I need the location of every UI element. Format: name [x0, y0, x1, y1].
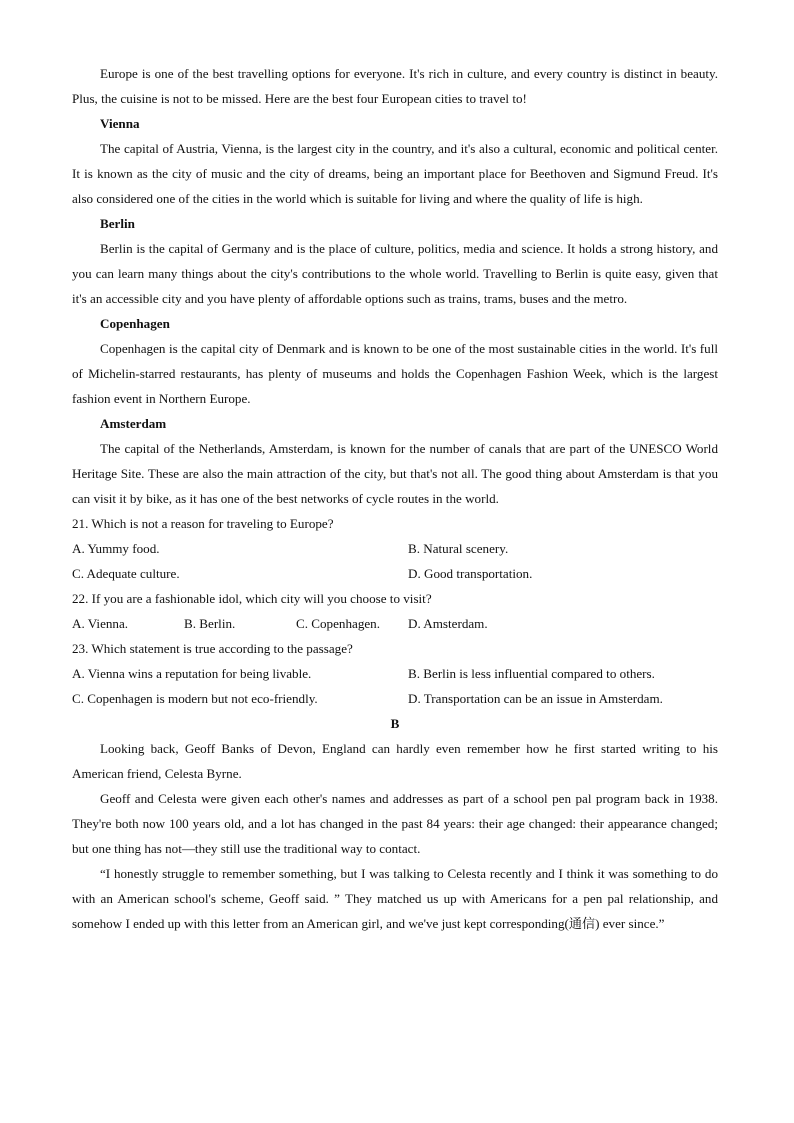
question-23-option-b: B. Berlin is less influential compared to others.: [408, 666, 655, 681]
question-23-option-a: A. Vienna wins a reputation for being livable.: [72, 666, 312, 681]
question-22-stem: 22. If you are a fashionable idol, which city will you choose to visit?: [72, 591, 432, 606]
question-21-option-b: B. Natural scenery.: [408, 541, 509, 556]
section-title-copenhagen: Copenhagen: [100, 316, 170, 331]
question-21-option-d: D. Good transportation.: [408, 566, 533, 581]
passage-b-paragraph-2: Geoff and Celesta were given each other's names and addresses as part of a school pen pal program back in 1938. They're both now 100 years old, and a lot has changed in the past 84 years: their age changed: their appearance changed; but one thing has not—they still use the traditional way to contact.: [72, 791, 718, 856]
question-23-stem: 23. Which statement is true according to the passage?: [72, 641, 353, 656]
question-21-stem: 21. Which is not a reason for traveling to Europe?: [72, 516, 334, 531]
question-23-option-c: C. Copenhagen is modern but not eco-friendly.: [72, 691, 318, 706]
question-23-options-row-2: [72, 686, 718, 711]
question-21-options-row-1: [72, 536, 718, 561]
section-text-vienna: The capital of Austria, Vienna, is the largest city in the country, and it's also a cultural, economic and political center. It is known as the city of music and the city of dreams, being an important place for Beethoven and Sigmund Freud. It's also considered one of the cities in the world which is suitable for living and where the quality of life is high.: [72, 141, 718, 206]
passage-b-paragraph-3: “I honestly struggle to remember something, but I was talking to Celesta recently and I think it was something to do with an American school's scheme, Geoff said. ” They matched us up with Americans for a pen pal relationship, and somehow I ended up with this letter from an American girl, and we've just kept corresponding(通信) ever since.”: [72, 866, 718, 931]
question-22-options-row: [72, 611, 718, 636]
question-21-option-a: A. Yummy food.: [72, 541, 160, 556]
question-22-option-a: A. Vienna.: [72, 616, 129, 631]
question-22-option-d: D. Amsterdam.: [408, 616, 488, 631]
section-text-berlin: Berlin is the capital of Germany and is the place of culture, politics, media and science. It holds a strong history, and you can learn many things about the city's contributions to the whole world. Travelling to Berlin is quite easy, given that it's an accessible city and you have plenty of affordable options such as trains, trams, buses and the metro.: [72, 241, 718, 306]
question-21-option-c: C. Adequate culture.: [72, 566, 180, 581]
question-23-options-row-1: [72, 661, 718, 686]
document-page: [72, 61, 718, 936]
section-title-vienna: Vienna: [100, 116, 140, 131]
passage-b-label: B: [390, 716, 400, 731]
question-23-option-d: D. Transportation can be an issue in Amsterdam.: [408, 691, 663, 706]
question-22-option-b: B. Berlin.: [184, 616, 236, 631]
intro-paragraph: Europe is one of the best travelling options for everyone. It's rich in culture, and every country is distinct in beauty. Plus, the cuisine is not to be missed. Here are the best four European cities to travel to!: [72, 66, 718, 106]
question-22-option-c: C. Copenhagen.: [296, 616, 381, 631]
section-text-amsterdam: The capital of the Netherlands, Amsterdam, is known for the number of canals that are part of the UNESCO World Heritage Site. These are also the main attraction of the city, but that's not all. The good thing about Amsterdam is that you can visit it by bike, as it has one of the best networks of cycle routes in the world.: [72, 441, 718, 506]
question-21-options-row-2: [72, 561, 718, 586]
section-text-copenhagen: Copenhagen is the capital city of Denmark and is known to be one of the most sustainable cities in the world. It's full of Michelin-starred restaurants, has plenty of museums and holds the Copenhagen Fashion Week, which is the largest fashion event in Northern Europe.: [72, 341, 718, 406]
passage-b-paragraph-1: Looking back, Geoff Banks of Devon, England can hardly even remember how he first started writing to his American friend, Celesta Byrne.: [72, 741, 718, 781]
section-title-berlin: Berlin: [100, 216, 135, 231]
section-title-amsterdam: Amsterdam: [100, 416, 167, 431]
